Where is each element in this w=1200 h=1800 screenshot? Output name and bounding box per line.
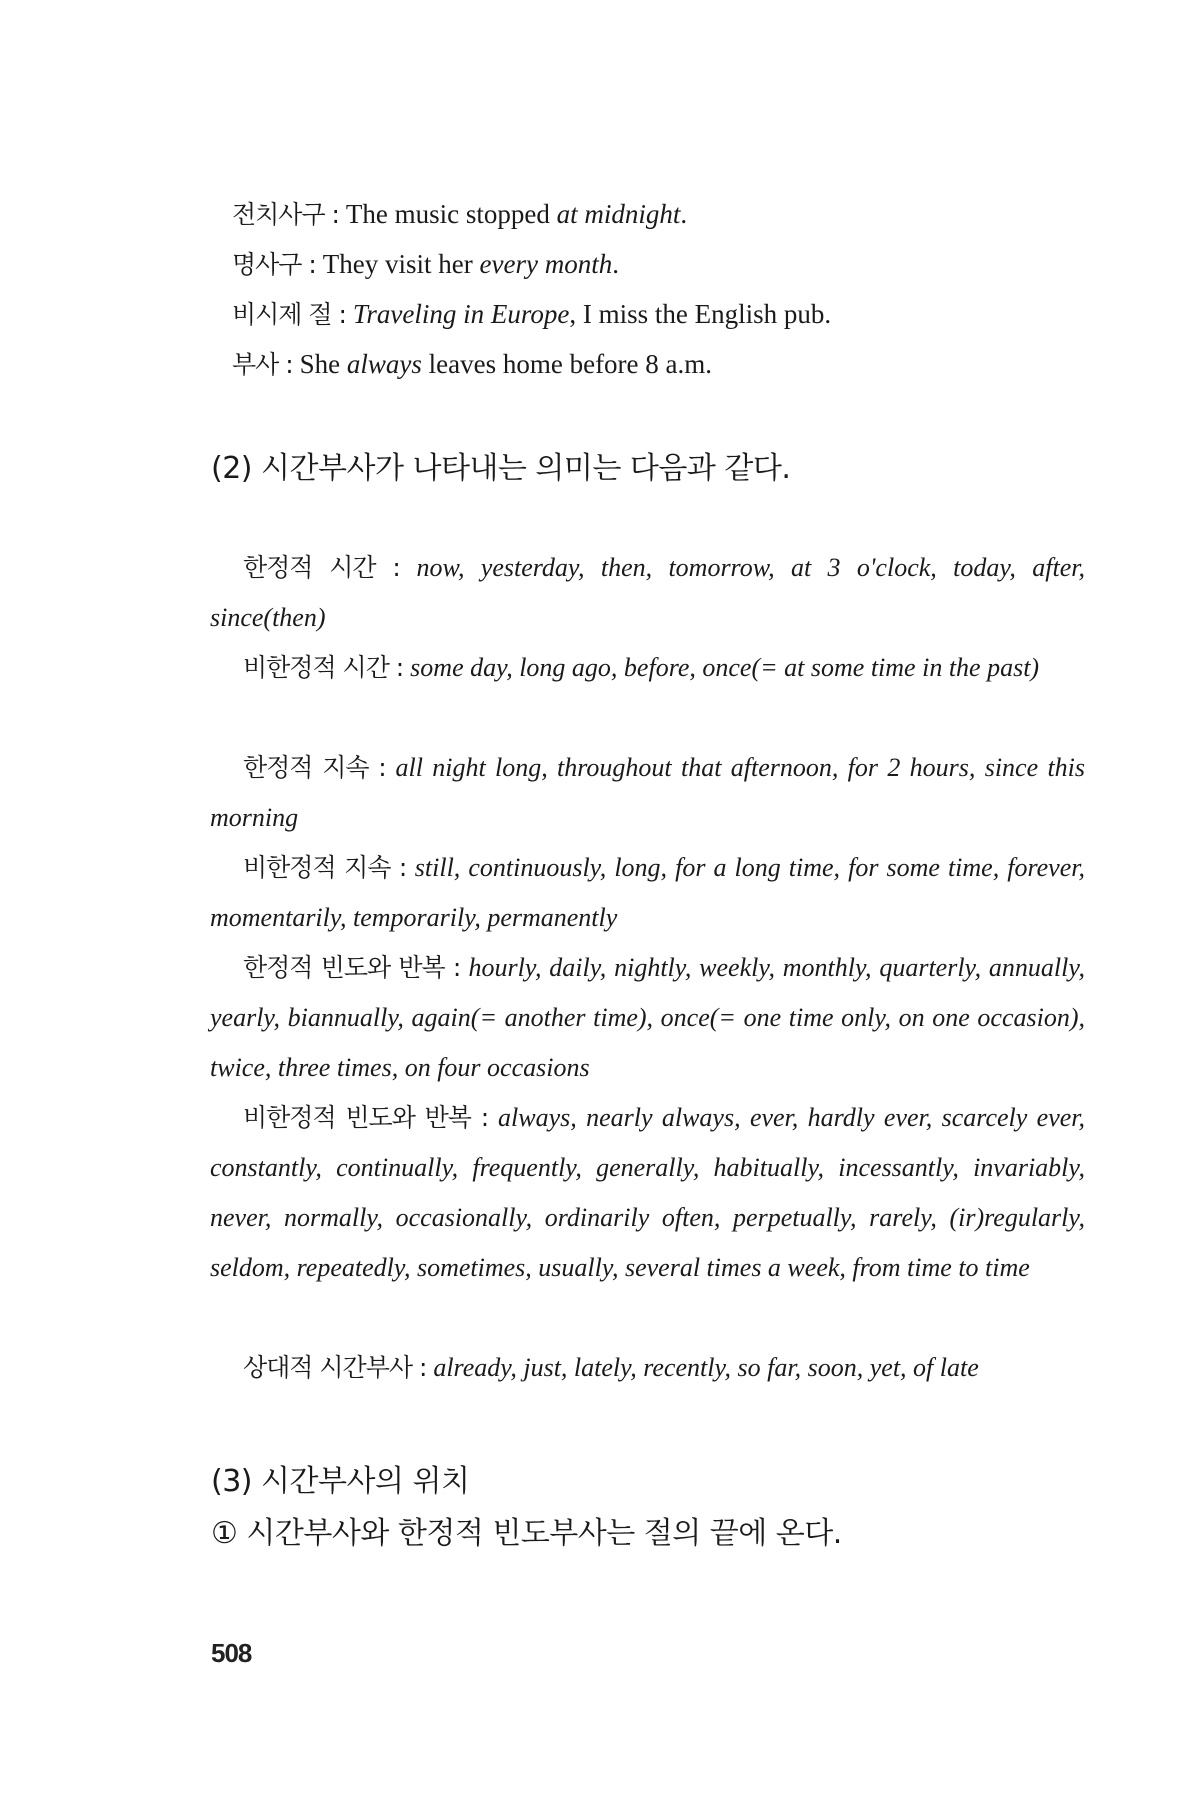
- meaning-label: 비한정적 시간 :: [243, 653, 411, 682]
- example-noun-phrase: [232, 246, 619, 283]
- example-adverb: [232, 346, 712, 383]
- meaning-examples: still, continuously, long, for a long time, for some time, forever, momentarily, temporarily, permanently: [210, 853, 1085, 932]
- example-label: 비시제 절 :: [232, 300, 353, 329]
- meaning-examples: all night long, throughout that afternoon, for 2 hours, since this morning: [210, 753, 1086, 832]
- meaning-label: 비한정적 빈도와 반복 :: [243, 1103, 498, 1132]
- example-text: .: [612, 249, 619, 279]
- page-number: 508: [211, 1638, 252, 1668]
- meaning-label: 한정적 지속 :: [243, 753, 396, 782]
- meaning-examples: already, just, lately, recently, so far, soon, yet, of late: [433, 1353, 979, 1382]
- example-label: 부사 :: [232, 350, 300, 379]
- section-3-subheading: ① 시간부사와 한정적 빈도부사는 절의 끝에 온다.: [211, 1516, 842, 1551]
- meaning-definite-duration: [210, 743, 1085, 843]
- section-3-heading: (3) 시간부사의 위치: [211, 1464, 470, 1499]
- example-text: , I miss the English pub.: [569, 299, 832, 329]
- example-italic: every month: [479, 249, 613, 279]
- example-text: She: [299, 349, 347, 379]
- example-italic: at midnight: [556, 199, 681, 229]
- meaning-indefinite-frequency: [210, 1093, 1085, 1293]
- meaning-examples: some day, long ago, before, once(= at some time in the past): [410, 653, 1040, 682]
- meaning-label: 한정적 빈도와 반복 :: [243, 953, 469, 982]
- meaning-examples: now, yesterday, then, tomorrow, at 3 o'clock, today, after, since(then): [210, 553, 1085, 632]
- meaning-indefinite-time: [210, 643, 1085, 693]
- meaning-indefinite-duration: [210, 843, 1085, 943]
- meaning-examples: hourly, daily, nightly, weekly, monthly, quarterly, annually, yearly, biannually, again(= another time), once(= one time only, on one occasion), twice, three times, on four occasions: [210, 953, 1085, 1082]
- example-italic: always: [346, 349, 422, 379]
- example-prepositional-phrase: [232, 196, 687, 233]
- meaning-relative-time: [210, 1343, 1085, 1393]
- meaning-definite-time: [210, 543, 1085, 643]
- section-2-heading: (2) 시간부사가 나타내는 의미는 다음과 같다.: [211, 451, 791, 486]
- example-label: 전치사구 :: [232, 200, 346, 229]
- meaning-label: 비한정적 지속 :: [243, 853, 415, 882]
- meaning-label: 한정적 시간 :: [243, 553, 417, 582]
- example-label: 명사구 :: [232, 250, 323, 279]
- example-text: .: [680, 199, 688, 229]
- meaning-definite-frequency: [210, 943, 1085, 1093]
- example-nonfinite-clause: [232, 296, 831, 333]
- example-italic: Traveling in Europe: [352, 299, 570, 329]
- example-text: leaves home before 8 a.m.: [421, 349, 713, 379]
- meaning-examples: always, nearly always, ever, hardly ever, scarcely ever, constantly, continually, frequently, generally, habitually, incessantly, invariably, never, normally, occasionally, ordinarily often, perpetually, rarely, (ir)regularly, seldom, repeatedly, sometimes, usually, several times a week, from time to time: [210, 1103, 1086, 1282]
- meaning-label: 상대적 시간부사 :: [243, 1353, 434, 1382]
- example-text: They visit her: [322, 249, 480, 279]
- example-text: The music stopped: [345, 199, 557, 229]
